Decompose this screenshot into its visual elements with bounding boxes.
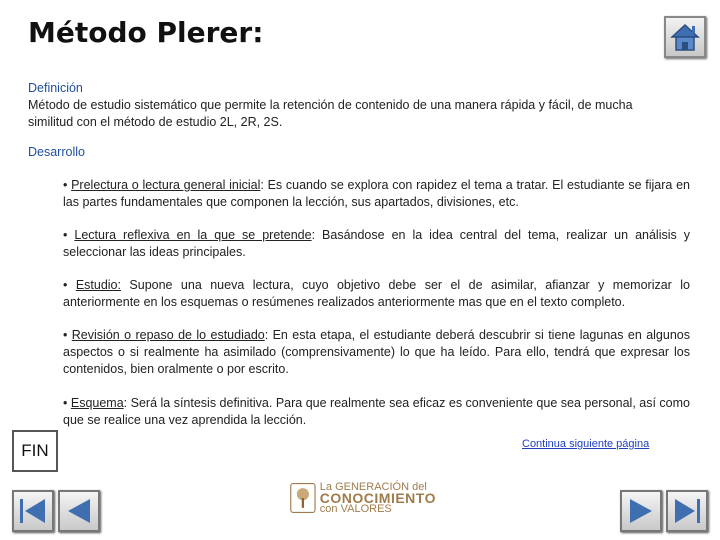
- last-slide-button[interactable]: [666, 490, 708, 532]
- bullet-term: Prelectura o lectura general inicial: [71, 178, 261, 192]
- first-slide-icon: [16, 494, 50, 528]
- bullet-text: : Basándose en la idea central del tema, realizar un análisis y seleccionar las ideas principales.: [63, 228, 690, 259]
- home-icon: [666, 18, 704, 56]
- logo: [290, 474, 436, 522]
- next-slide-icon: [624, 494, 658, 528]
- bullet-marker: •: [63, 328, 72, 342]
- logo-line-1: La GENERACIÓN del: [319, 480, 427, 493]
- previous-slide-button[interactable]: [58, 490, 100, 532]
- first-slide-button[interactable]: [12, 490, 54, 532]
- definition-text: Método de estudio sistemático que permite la retención de contenido de una manera rápida y fácil, de mucha similitud con el método de estudio 2L, 2R, 2S.: [28, 98, 633, 129]
- bullet-term: Esquema: [70, 396, 124, 410]
- bullet-term: Lectura reflexiva en la que se pretende: [74, 228, 312, 242]
- bullet-term: Estudio:: [75, 278, 121, 292]
- bullet-text: : Es cuando se explora con rapidez el tema a tratar. El estudiante se fijara en las partes fundamentales que componen la lección, sus apartados, divisiones, etc.: [63, 178, 690, 209]
- bullet-term: Revisión o repaso de lo estudiado: [71, 328, 265, 342]
- logo-line-3: con VALORES: [319, 502, 392, 515]
- bullet-prelectura: [63, 177, 690, 211]
- bullet-marker: •: [63, 278, 76, 292]
- continue-link[interactable]: Continua siguiente página: [522, 438, 650, 450]
- bullet-text: : Será la síntesis definitiva. Para que realmente sea eficaz es conveniente que sea personal, así como que se realice una vez aprendida la lección.: [63, 396, 690, 427]
- bullet-estudio: [63, 277, 690, 311]
- bullet-esquema: [63, 395, 690, 429]
- logo-line-2: CONOCIMIENTO: [319, 489, 436, 506]
- bullet-marker: •: [63, 178, 72, 192]
- bullet-revision: [63, 327, 690, 378]
- last-slide-icon: [670, 494, 704, 528]
- definition-block: [28, 80, 668, 131]
- development-heading: Desarrollo: [28, 145, 85, 159]
- slide-title: Método Plerer:: [28, 16, 264, 49]
- next-slide-button[interactable]: [620, 490, 662, 532]
- bullet-text: Supone una nueva lectura, cuyo objetivo debe ser el de asimilar, afianzar y memorizar lo anteriormente en los esquemas o resúmenes realizados anteriormente mas que en el texto completo.: [63, 278, 690, 309]
- home-button[interactable]: [664, 16, 706, 58]
- tree-seal-icon: [290, 478, 316, 518]
- bullet-marker: •: [63, 228, 75, 242]
- definition-heading: Definición: [28, 81, 83, 95]
- bullet-marker: •: [63, 396, 71, 410]
- previous-slide-icon: [62, 494, 96, 528]
- fin-button[interactable]: FIN: [12, 430, 58, 472]
- bullet-lectura-reflexiva: [63, 227, 690, 261]
- bullet-text: : En esta etapa, el estudiante deberá descubrir si tiene lagunas en algunos aspectos o si realmente ha asimilado (comprensivamente) lo que ha leído. Para ello, tendrá que expresar los contenidos, bien oralmente o por escrito.: [63, 328, 690, 376]
